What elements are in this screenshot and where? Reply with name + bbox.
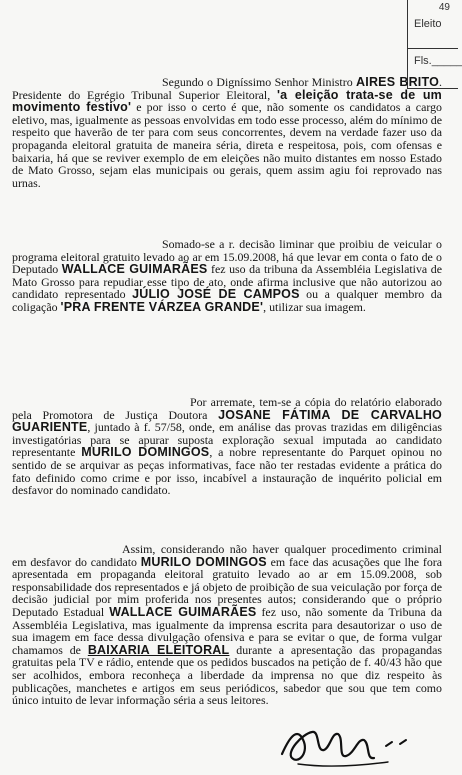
paragraph-4 (12, 543, 442, 707)
p4-text-2: em face das acusações que lhe fora apresentada em propaganda eleitoral gratuito levado ao ar em 15.09.2008, sob responsabilidade dos representados e já objeto de proibição de sua veiculação por força de decisão judicial por mim proferida nos presentes autos; considerando que o próprio Deputado Estadual (12, 554, 442, 619)
p1-text-2: . Presidente do Egrégio Tribunal Superior Eleitoral, (12, 75, 442, 102)
p1-quote: 'a eleição trata-se de um movimento festivo' (12, 87, 442, 115)
p3-text-1: Por arremate, tem-se a cópia do relatório elaborado pela Promotora de Justiça Doutora (12, 395, 442, 422)
p3-text-2: , juntado à f. 57/58, onde, em análise das provas trazidas em diligências investigatórias para se apurar suposta exploração sexual imputada ao candidato representante (12, 420, 442, 460)
p2-name-wallace: WALLACE GUIMARÃES (61, 262, 208, 277)
p4-name-wallace: WALLACE GUIMARÃES (109, 604, 257, 619)
p2-text-3: ou a qualquer membro da coligação (12, 287, 442, 314)
p2-text-4: , utilizar sua imagem. (263, 299, 366, 314)
p1-name-aires-brito: AIRES BRITO (356, 75, 440, 89)
p4-baixaria: BAIXARIA ELEITORAL (87, 642, 230, 657)
p1-text-3: e por isso o certo é que, não somente os candidatos a cargo eletivo, mas, igualmente as pessoas envolvidas em todo esse processo, além do mínimo de respeito que haverão de ter para com seus concorrentes, devem na verdade fazer uso da propaganda eleitoral gratuita de maneira séria, direta e respeitosa, pois, com ofensas e baixaria, há que se reviver exemplo de em eleições não muito distantes em nosso Estado de Mato Grosso, sejam elas municipais ou gerais, quem assim agiu foi reprovado nas urnas. (12, 100, 442, 190)
stamp-number: 49 (438, 2, 450, 13)
paragraph-1 (12, 76, 442, 189)
p4-text-1: Assim, considerando não haver qualquer procedimento criminal em desfavor do candidato (12, 542, 442, 569)
p3-name-murilo: MURILO DOMINGOS (81, 445, 210, 460)
stamp-folio: Fls._____ (408, 48, 458, 69)
p3-name-josane: JOSANE FÁTIMA DE CARVALHO GUARIENTE (12, 407, 442, 435)
p3-text-3: , a nobre representante do Parquet opinou no sentido de se arquivar as peças informativas, face não ter restadas evidente a prática do fato definido como crime e por isso, incabível a instauração de inquérito policial em desfavor do nominado candidato. (12, 445, 442, 498)
p2-text-1: Somado-se a r. decisão liminar que proibiu de veicular o programa eleitoral gratuito levado ao ar em 15.09.2008, há que levar em conta o fato de o Deputado (12, 237, 442, 277)
paragraph-2 (12, 238, 442, 314)
handwritten-signature (268, 712, 438, 772)
p2-coalition: 'PRA FRENTE VÁRZEA GRANDE' (60, 299, 264, 314)
p4-name-murilo: MURILO DOMINGOS (140, 554, 267, 569)
p2-name-julio: JÚLIO JOSÉ DE CAMPOS (132, 287, 300, 302)
paragraph-3 (12, 396, 442, 497)
p1-text-1: Segundo o Digníssimo Senhor Ministro (162, 75, 357, 89)
p4-text-3: fez uso, não somente da Tribuna da Assembléia Legislativa, mas igualmente da imprensa escrita para desautorizar o uso de sua imagem em face dessa divulgação ofensiva e para se evitar o que, de forma vulgar chamamos de (12, 604, 442, 657)
stamp-folio-label: Fls. (414, 55, 432, 67)
p2-text-2: fez uso da tribuna da Assembléia Legislativa de Mato Grosso para repudiar esse tipo de ato, onde afirma inclusive que não autorizou ao candidato representado (12, 262, 442, 302)
stamp-court: Eleito (414, 18, 442, 30)
p4-text-4: durante a apresentação das propagandas gratuitas pela TV e rádio, entende que os pedidos buscados na petição de f. 40/43 hão que ser acolhidos, embora reconheça a liberdade da imprensa no que diz respeito às publicações, manchetes e artigos em seus periódicos, sabedor que sou que tem como único intuito de levar informação séria a seus leitores. (12, 642, 442, 708)
